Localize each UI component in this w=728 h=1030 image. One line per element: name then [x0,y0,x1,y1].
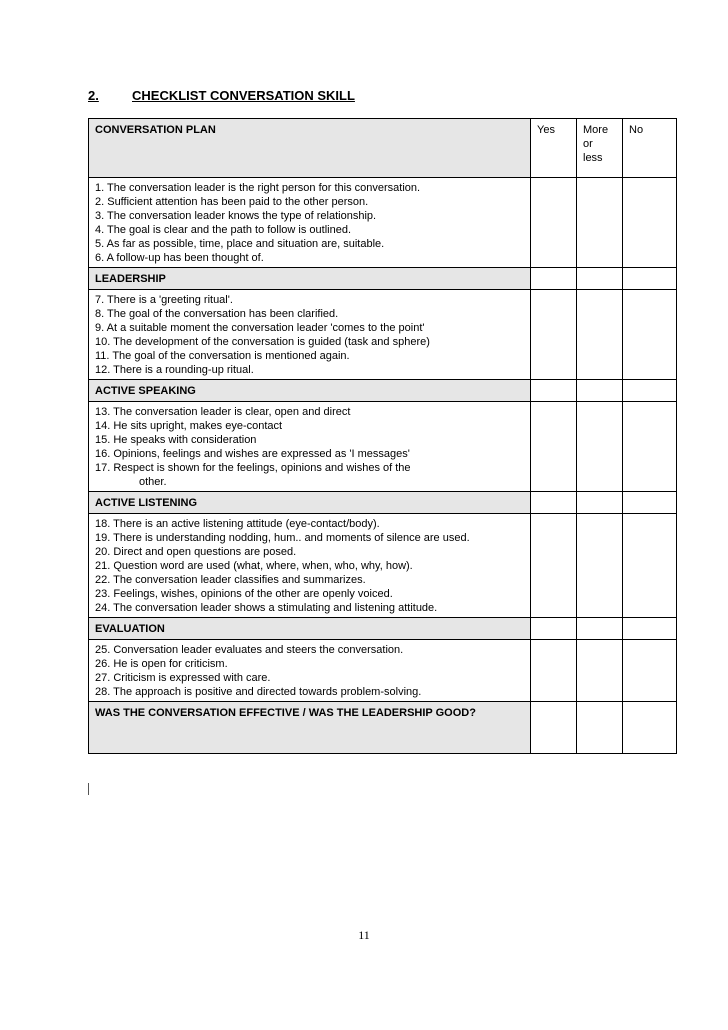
header-row [89,119,677,178]
more-or-less-cell[interactable] [577,702,623,754]
section-header-conversation-plan: CONVERSATION PLAN [89,119,531,178]
more-or-less-cell[interactable] [577,178,623,268]
page-number: 11 [358,928,370,942]
no-cell[interactable] [623,290,677,380]
checklist-item: 5. As far as possible, time, place and situation are, suitable. [95,238,385,250]
section-header-active-listening: ACTIVE LISTENING [89,492,531,514]
header-blank-cell [531,268,577,290]
checklist-item: 18. There is an active listening attitude (eye-contact/body). [95,518,380,530]
header-blank-cell [623,492,677,514]
no-cell[interactable] [623,702,677,754]
items-row [89,402,677,492]
more-or-less-cell[interactable] [577,640,623,702]
section-number: 2. [88,88,99,103]
no-cell[interactable] [623,178,677,268]
yes-cell[interactable] [531,702,577,754]
header-blank-cell [531,618,577,640]
checklist-item: 25. Conversation leader evaluates and steers the conversation. [95,644,404,656]
yes-cell[interactable] [531,178,577,268]
more-or-less-cell[interactable] [577,290,623,380]
no-cell[interactable] [623,640,677,702]
yes-cell[interactable] [531,640,577,702]
column-header-more-or-less: More or less [577,119,623,178]
header-row [89,380,677,402]
checklist-item: 2. Sufficient attention has been paid to the other person. [95,196,369,208]
section-heading [88,88,355,103]
checklist-item: 14. He sits upright, makes eye-contact [95,420,283,432]
section-header-evaluation: EVALUATION [89,618,531,640]
checklist-item: 28. The approach is positive and directed towards problem-solving. [95,686,422,698]
header-blank-cell [577,380,623,402]
checklist-item: 12. There is a rounding-up ritual. [95,364,254,376]
checklist-item: 1. The conversation leader is the right person for this conversation. [95,182,421,194]
header-blank-cell [623,618,677,640]
header-blank-cell [623,268,677,290]
items-row [89,290,677,380]
checklist-item: 9. At a suitable moment the conversation leader 'comes to the point' [95,322,425,334]
final-question-row [89,702,677,754]
header-blank-cell [577,618,623,640]
checklist-item: 21. Question word are used (what, where, when, who, why, how). [95,560,413,572]
checklist-item: 7. There is a 'greeting ritual'. [95,294,233,306]
section-header-active-speaking: ACTIVE SPEAKING [89,380,531,402]
header-blank-cell [577,268,623,290]
items-row [89,178,677,268]
checklist-item: 10. The development of the conversation is guided (task and sphere) [95,336,430,348]
yes-cell[interactable] [531,514,577,618]
no-cell[interactable] [623,514,677,618]
section-title: CHECKLIST CONVERSATION SKILL [132,88,355,103]
checklist-item: 13. The conversation leader is clear, open and direct [95,406,351,418]
checklist-item: 22. The conversation leader classifies and summarizes. [95,574,366,586]
items-row [89,640,677,702]
checklist-item: 16. Opinions, feelings and wishes are expressed as 'I messages' [95,448,410,460]
checklist-item: 27. Criticism is expressed with care. [95,672,271,684]
checklist-item: 6. A follow-up has been thought of. [95,252,264,264]
more-or-less-cell[interactable] [577,514,623,618]
header-row [89,268,677,290]
checklist-table [88,118,677,754]
final-question: WAS THE CONVERSATION EFFECTIVE / WAS THE LEADERSHIP GOOD? [89,702,531,754]
no-cell[interactable] [623,402,677,492]
items-cell [89,290,531,380]
checklist-item: 20. Direct and open questions are posed. [95,546,297,558]
header-blank-cell [531,380,577,402]
header-row [89,618,677,640]
yes-cell[interactable] [531,290,577,380]
checklist-item: 19. There is understanding nodding, hum.. and moments of silence are used. [95,532,470,544]
checklist-item: 15. He speaks with consideration [95,434,257,446]
checklist-item: 3. The conversation leader knows the type of relationship. [95,210,377,222]
items-cell [89,178,531,268]
checklist-item: 24. The conversation leader shows a stimulating and listening attitude. [95,602,438,614]
header-row [89,492,677,514]
checklist-item: 4. The goal is clear and the path to follow is outlined. [95,224,352,236]
items-cell [89,514,531,618]
checklist-item: 8. The goal of the conversation has been clarified. [95,308,339,320]
header-blank-cell [623,380,677,402]
more-or-less-cell[interactable] [577,402,623,492]
yes-cell[interactable] [531,402,577,492]
header-blank-cell [577,492,623,514]
checklist-item: 17. Respect is shown for the feelings, opinions and wishes of the [95,462,411,474]
items-row [89,514,677,618]
checklist-item: 26. He is open for criticism. [95,658,228,670]
section-header-leadership: LEADERSHIP [89,268,531,290]
checklist-item: 23. Feelings, wishes, opinions of the other are openly voiced. [95,588,393,600]
checklist-item-continuation: other. [139,476,167,488]
column-header-no: No [623,119,677,178]
items-cell [89,402,531,492]
items-cell [89,640,531,702]
column-header-yes: Yes [531,119,577,178]
header-blank-cell [531,492,577,514]
margin-mark [88,783,89,795]
checklist-item: 11. The goal of the conversation is mentioned again. [95,350,350,362]
